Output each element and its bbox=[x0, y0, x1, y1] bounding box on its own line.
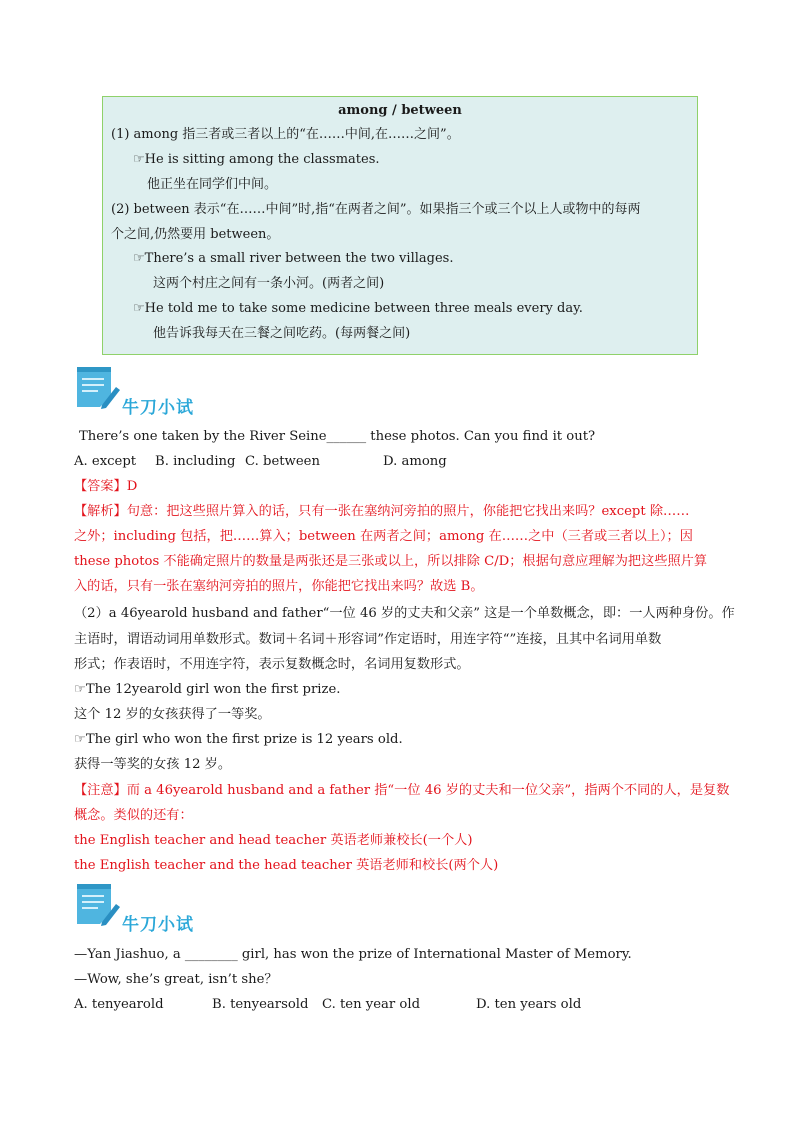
answer-text: 【答案】D bbox=[74, 479, 138, 494]
analysis-line: 入的话，只有一张在塞纳河旁拍的照片，你能把它找出来吗？故选 B。 bbox=[74, 579, 484, 594]
box-line: 他正坐在同学们中间。 bbox=[147, 177, 278, 192]
question-text: —Yan Jiashuo, a ________ girl, has won the prize of International Master of Memory. bbox=[74, 947, 632, 962]
body-line: 这个 12 岁的女孩获得了一等奖。 bbox=[74, 707, 271, 722]
box-title: among / between bbox=[338, 103, 462, 118]
body-line: 形式；作表语时，不用连字符，表示复数概念时，名词用复数形式。 bbox=[74, 657, 470, 672]
box-line: ☞He is sitting among the classmates. bbox=[133, 152, 380, 167]
section-title: 牛刀小试 bbox=[122, 398, 194, 418]
section-heading bbox=[76, 365, 276, 418]
note-line: 概念。类似的还有： bbox=[74, 808, 193, 823]
option-b: B. tenyearsold bbox=[212, 997, 309, 1012]
option-a: A. tenyearold bbox=[74, 997, 164, 1012]
box-line: (1) among 指三者或三者以上的“在……中间,在……之间”。 bbox=[111, 127, 460, 142]
analysis-line: these photos 不能确定照片的数量是两张还是三张或以上，所以排除 C/D；根据句意应理解为把这些照片算 bbox=[74, 554, 708, 569]
option-a: A. except bbox=[74, 454, 137, 469]
box-line: (2) between 表示“在……中间”时,指“在两者之间”。如果指三个或三个以上人或物中的每两 bbox=[111, 202, 641, 217]
note-line: 【注意】而 a 46yearold husband and a father 指“一位 46 岁的丈夫和一位父亲”，指两个不同的人，是复数 bbox=[74, 783, 730, 798]
among-between-tip-box bbox=[102, 96, 698, 355]
section-heading bbox=[76, 882, 276, 935]
option-d: D. ten years old bbox=[476, 997, 582, 1012]
section-title: 牛刀小试 bbox=[122, 915, 194, 935]
body-line: 主语时，谓语动词用单数形式。数词＋名词＋形容词”作定语时，用连字符“”连接，且其中名词用单数 bbox=[74, 632, 662, 647]
note-line: the English teacher and head teacher 英语老师兼校长(一个人) bbox=[74, 833, 473, 848]
question-text: —Wow, she’s great, isn’t she？ bbox=[74, 972, 278, 987]
option-c: C. between bbox=[245, 454, 320, 469]
analysis-line: 之外；including 包括，把……算入；between 在两者之间；among 在……之中（三者或三者以上）；因 bbox=[74, 529, 693, 544]
notepad-pencil-icon bbox=[76, 365, 120, 411]
body-line: ☞The 12yearold girl won the first prize. bbox=[74, 682, 341, 697]
body-line: （2）a 46yearold husband and father“一位 46 岁的丈夫和父亲” 这是一个单数概念，即：一人两种身份。作 bbox=[74, 606, 735, 621]
box-line: ☞There’s a small river between the two villages. bbox=[133, 251, 454, 266]
option-d: D. among bbox=[383, 454, 447, 469]
body-line: ☞The girl who won the first prize is 12 years old. bbox=[74, 732, 403, 747]
question-text: There’s one taken by the River Seine______ these photos. Can you find it out? bbox=[79, 429, 596, 444]
box-line: 这两个村庄之间有一条小河。(两者之间) bbox=[153, 276, 385, 291]
option-b: B. including bbox=[155, 454, 236, 469]
box-line: 他告诉我每天在三餐之间吃药。(每两餐之间) bbox=[153, 326, 411, 341]
note-line: the English teacher and the head teacher 英语老师和校长(两个人) bbox=[74, 858, 499, 873]
box-line: ☞He told me to take some medicine between three meals every day. bbox=[133, 301, 583, 316]
analysis-line: 【解析】句意：把这些照片算入的话，只有一张在塞纳河旁拍的照片，你能把它找出来吗？except 除…… bbox=[74, 504, 690, 519]
body-line: 获得一等奖的女孩 12 岁。 bbox=[74, 757, 232, 772]
box-line: 个之间,仍然要用 between。 bbox=[111, 227, 280, 242]
option-c: C. ten year old bbox=[322, 997, 421, 1012]
notepad-pencil-icon bbox=[76, 882, 120, 928]
